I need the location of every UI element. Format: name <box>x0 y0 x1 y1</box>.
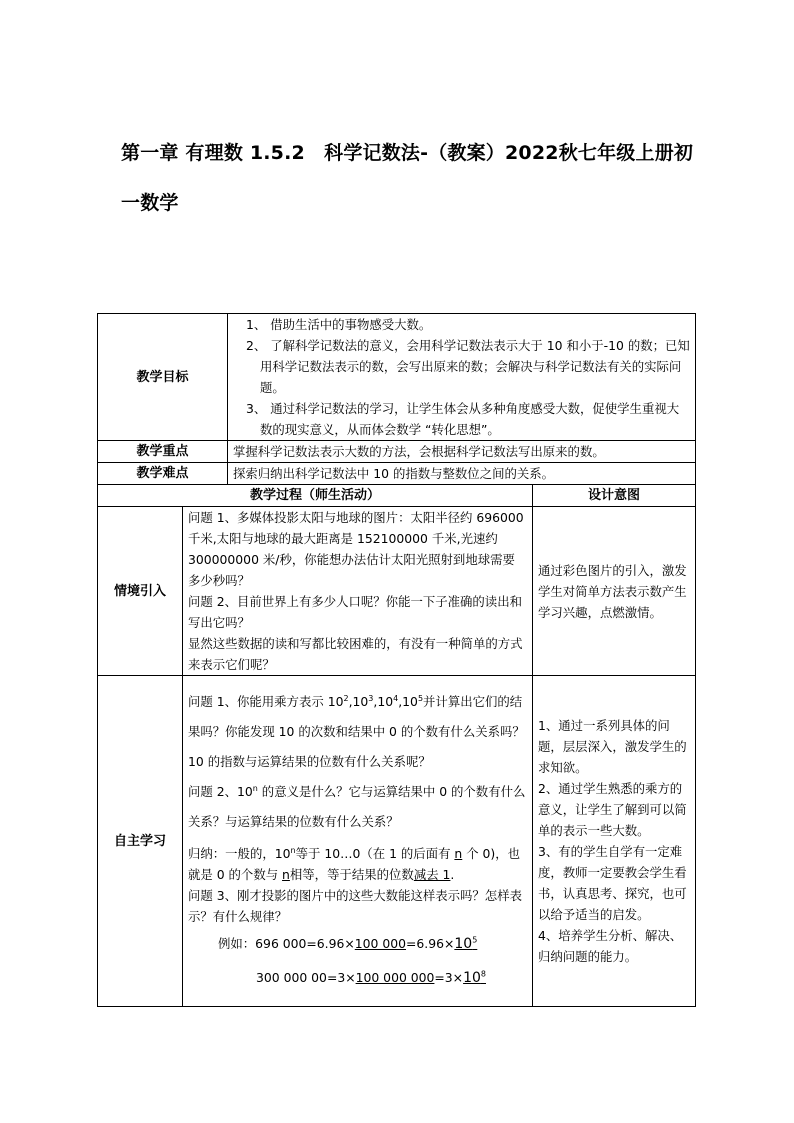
power-10-4: $10^4$ <box>377 693 399 709</box>
intro-question-3: 显然这些数据的读和写都比较困难的，有没有一种简单的方式来表示它们呢？ <box>188 636 523 672</box>
study-question-1: 问题 1、你能用乘方表示 $10^2,10^3,10^4,10^5$并计算出它们的结果吗？你能发现 10 的次数和结果中 0 的个数有什么关系吗？10 的指数与运算结果的位数有什么关系呢？ <box>188 693 525 769</box>
intro-question-1: 问题 1、多媒体投影太阳与地球的图片：太阳半径约 696000 千米,太阳与地球的最大距离是 152100000 千米,光速约 300000000 米/秒，你能想办法估计太阳光照射到地球需要多少秒吗？ <box>188 510 524 588</box>
goal-item: 2、 了解科学记数法的意义，会用科学记数法表示大于 10 和小于-10 的数；已知用科学记数法表示的数，会写出原来的数；会解决与科学记数法有关的实际问题。 <box>246 338 690 395</box>
goal-item: 3、 通过科学记数法的学习，让学生体会从多种角度感受大数，促使学生重视大数的现实意义，从而体会数学 “转化思想”。 <box>246 401 680 437</box>
study-intent <box>533 676 696 1007</box>
key-point-row <box>98 441 696 463</box>
study-content <box>183 676 533 1007</box>
goals-content <box>228 314 696 441</box>
power-10-5: $10^5$ <box>402 693 424 709</box>
study-row <box>98 676 696 1007</box>
study-label: 自主学习 <box>98 676 183 1007</box>
goals-label: 教学目标 <box>98 314 228 441</box>
example-1: 例如：696 000=6.96×100 $000=6.96\times 10^5$ <box>218 935 478 952</box>
page-title: 第一章 有理数 1.5.2 科学记数法-（教案）2022秋七年级上册初一数学 <box>121 142 694 214</box>
process-header: 教学过程（师生活动） <box>98 485 533 507</box>
intent-item: 3、有的学生自学有一定难度，教师一定要教会学生看书，认真思考、探究，也可以给予适当的启发。 <box>538 844 687 922</box>
power-10-n: 10$^n$ <box>237 783 258 799</box>
lesson-plan-table <box>97 313 696 1007</box>
process-header-row <box>98 485 696 507</box>
intent-item: 4、培养学生分析、解决、归纳问题的能力。 <box>538 928 683 964</box>
difficulty-row <box>98 463 696 485</box>
intro-intent: 通过彩色图片的引入，激发学生对简单方法表示数产生学习兴趣，点燃激情。 <box>533 507 696 676</box>
study-question-2: 问题 2、10$^n$ 的意义是什么？它与运算结果中 0 的个数有什么关系？与运算结果的位数有什么关系？ <box>188 783 526 829</box>
power-10-3: $10^3$ <box>352 693 374 709</box>
intent-item: 1、通过一系列具体的问题，层层深入，激发学生的求知欲。 <box>538 718 687 775</box>
goal-item: 1、 借助生活中的事物感受大数。 <box>246 317 432 332</box>
example-2: 300 000 00=3×100 000 $000=3\times 10^8$ <box>256 969 486 986</box>
intro-row <box>98 507 696 676</box>
intent-item: 2、通过学生熟悉的乘方的意义，让学生了解到可以简单的表示一些大数。 <box>538 781 687 838</box>
power-10-2: $10^2$ <box>327 693 349 709</box>
intro-question-2: 问题 2、目前世界上有多少人口呢？你能一下子准确的读出和写出它吗？ <box>188 594 522 630</box>
difficulty-text: 探索归纳出科学记数法中 10 的指数与整数位之间的关系。 <box>228 463 696 485</box>
key-point-text: 掌握科学记数法表示大数的方法，会根据科学记数法写出原来的数。 <box>228 441 696 463</box>
study-question-3: 问题 3、刚才投影的图片中的这些大数能这样表示吗？怎样表示？有什么规律？ <box>188 888 522 924</box>
goals-row <box>98 314 696 441</box>
study-summary: 归纳：一般的，10$^n$等于 10…0（在 1 的后面有 n 个 0)，也就是 0 的个数与 n相等，等于结果的位数减去 1. <box>188 845 521 882</box>
intent-header: 设计意图 <box>533 485 696 507</box>
intro-content <box>183 507 533 676</box>
intro-label: 情境引入 <box>98 507 183 676</box>
difficulty-label: 教学难点 <box>98 463 228 485</box>
key-point-label: 教学重点 <box>98 441 228 463</box>
